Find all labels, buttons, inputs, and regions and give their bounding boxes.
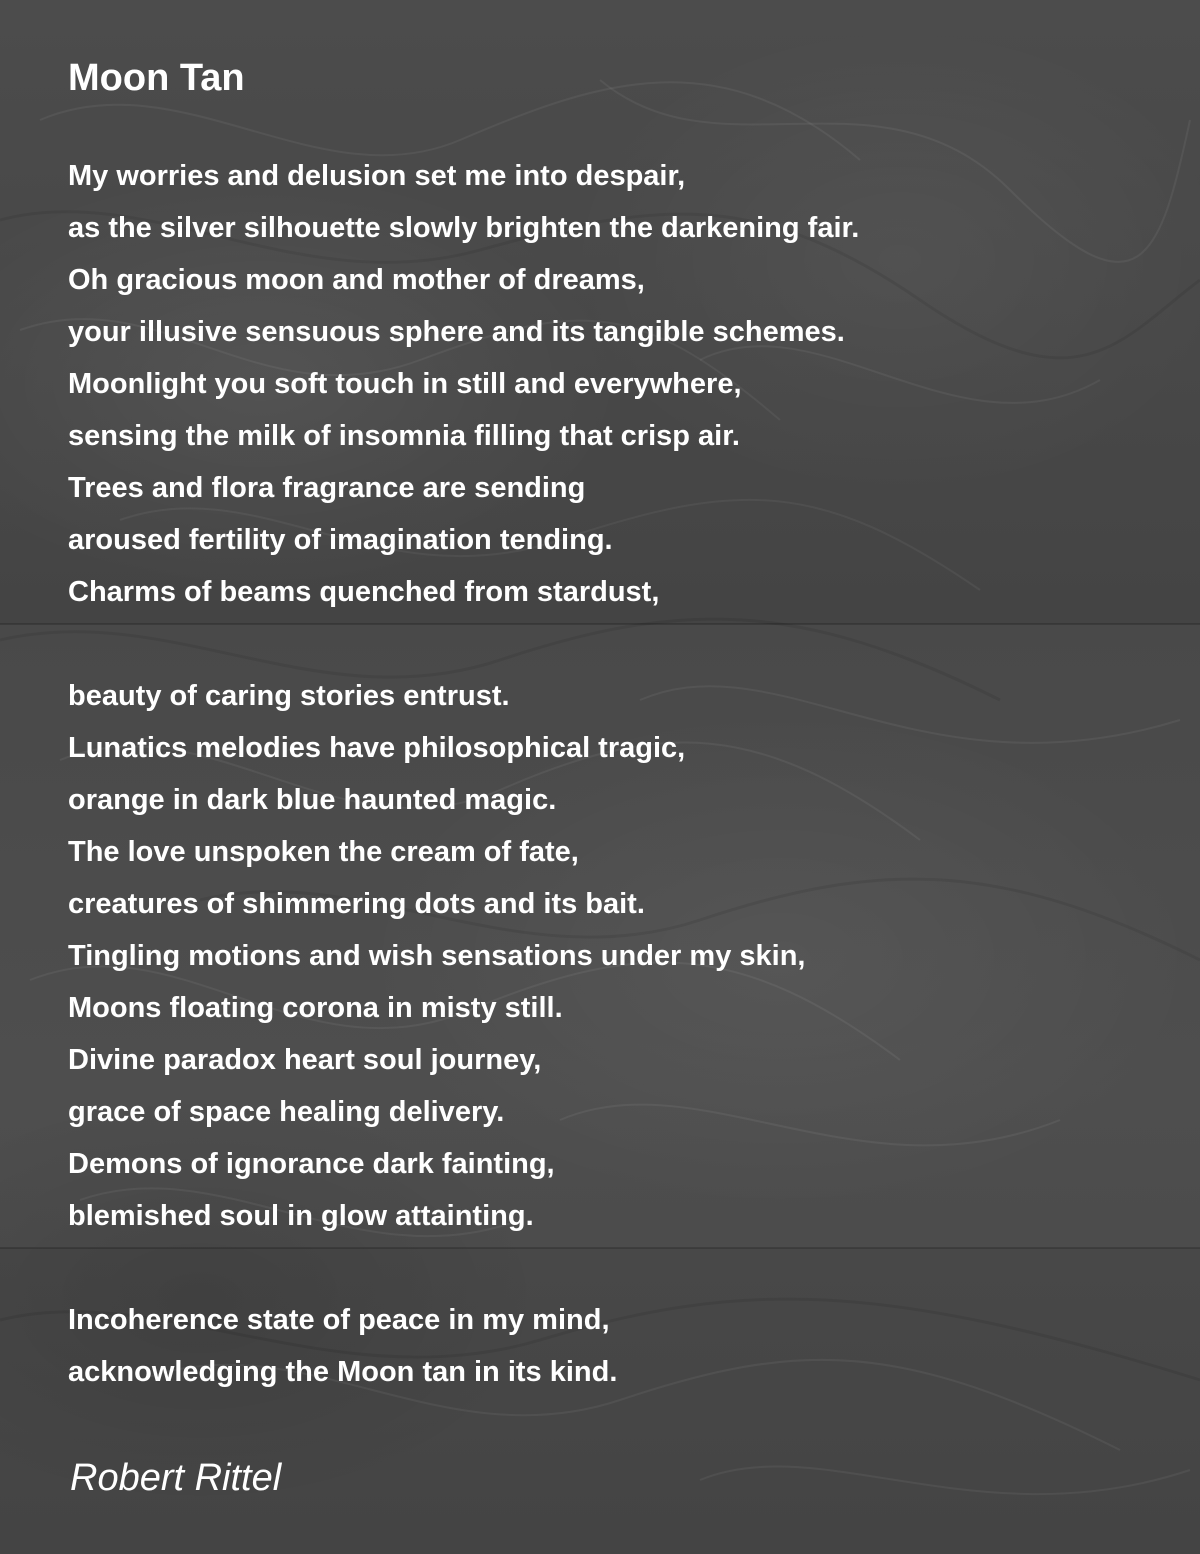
poem-line: Demons of ignorance dark fainting, bbox=[68, 1148, 555, 1180]
poem-line: Tingling motions and wish sensations under my skin, bbox=[68, 940, 806, 972]
band-divider bbox=[0, 1247, 1200, 1249]
poem-line: Moonlight you soft touch in still and everywhere, bbox=[68, 368, 742, 400]
poem-line: Incoherence state of peace in my mind, bbox=[68, 1304, 610, 1336]
poem-line: My worries and delusion set me into despair, bbox=[68, 160, 686, 192]
poem-line: Divine paradox heart soul journey, bbox=[68, 1044, 542, 1076]
poem-line: Oh gracious moon and mother of dreams, bbox=[68, 264, 645, 296]
poem-title: Moon Tan bbox=[68, 57, 245, 99]
poem-line: Trees and flora fragrance are sending bbox=[68, 472, 586, 504]
poem-line: Lunatics melodies have philosophical tragic, bbox=[68, 732, 686, 764]
poem-line: The love unspoken the cream of fate, bbox=[68, 836, 579, 868]
poem-line: grace of space healing delivery. bbox=[68, 1096, 505, 1128]
poem-line: orange in dark blue haunted magic. bbox=[68, 784, 557, 816]
poem-line: creatures of shimmering dots and its bait. bbox=[68, 888, 645, 920]
poem-line: sensing the milk of insomnia filling that crisp air. bbox=[68, 420, 740, 452]
poem-line: Moons floating corona in misty still. bbox=[68, 992, 563, 1024]
band-divider bbox=[0, 623, 1200, 625]
poem-line: acknowledging the Moon tan in its kind. bbox=[68, 1356, 618, 1388]
poem-line: as the silver silhouette slowly brighten the darkening fair. bbox=[68, 212, 860, 244]
poem-line: your illusive sensuous sphere and its tangible schemes. bbox=[68, 316, 845, 348]
stanza bbox=[68, 150, 859, 618]
stanza bbox=[68, 670, 805, 1242]
stanza bbox=[68, 1294, 617, 1398]
poem-line: aroused fertility of imagination tending. bbox=[68, 524, 613, 556]
poem-line: beauty of caring stories entrust. bbox=[68, 680, 510, 712]
poem-line: Charms of beams quenched from stardust, bbox=[68, 576, 660, 608]
poem-author: Robert Rittel bbox=[70, 1457, 282, 1499]
poem-line: blemished soul in glow attainting. bbox=[68, 1200, 534, 1232]
